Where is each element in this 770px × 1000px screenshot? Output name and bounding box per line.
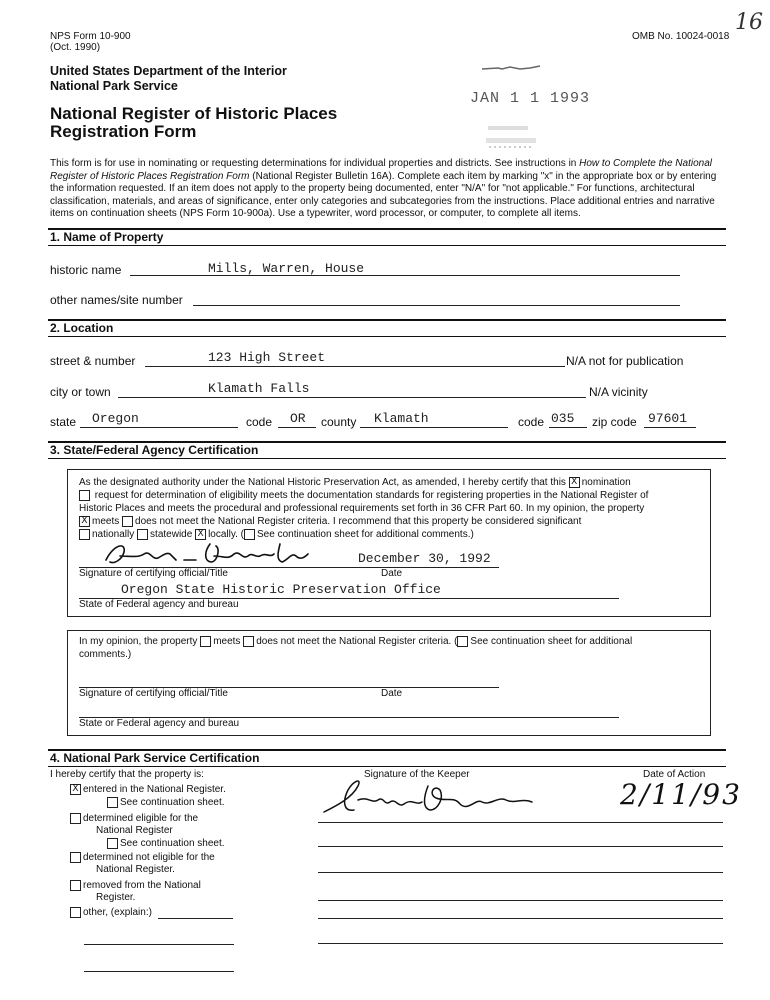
det-eligible-option: determined eligible for the xyxy=(70,813,198,825)
opinion-agency-label: State or Federal agency and bureau xyxy=(79,718,240,729)
other-explain-line[interactable] xyxy=(84,944,234,945)
section-rule xyxy=(48,766,726,767)
entered-continuation: See continuation sheet. xyxy=(107,797,225,809)
cert-line-2: request for determination of eligibility meets the documentation standards for registering properties in the National Register of xyxy=(79,490,648,502)
na-marker[interactable]: N/A xyxy=(589,385,609,399)
historic-name-value[interactable]: Mills, Warren, House xyxy=(208,261,365,276)
keeper-line xyxy=(318,918,723,919)
removed-option: removed from the National xyxy=(70,880,201,892)
keeper-signature xyxy=(318,776,543,822)
removed-line2: Register. xyxy=(96,892,136,903)
other-explain-line[interactable] xyxy=(84,971,234,972)
stamp-smudge xyxy=(486,125,542,153)
received-stamp-mark xyxy=(480,58,542,66)
other-option: other, (explain:) xyxy=(70,907,152,919)
not-for-publication: N/A not for publication xyxy=(566,354,684,368)
department: United States Department of the Interior xyxy=(50,64,287,78)
zip-line xyxy=(644,427,696,428)
county-code-value[interactable]: 035 xyxy=(551,411,575,426)
opinion-continuation-checkbox[interactable] xyxy=(457,636,468,647)
det-not-eligible-checkbox[interactable] xyxy=(70,852,81,863)
opinion-line-2: comments.) xyxy=(79,649,132,660)
opinion-meets-checkbox[interactable] xyxy=(200,636,211,647)
signature-label: Signature of certifying official/Title xyxy=(79,568,228,579)
code-label: code xyxy=(246,415,273,429)
det-eligible-continuation-checkbox[interactable] xyxy=(107,838,118,849)
nomination-checkbox[interactable]: X xyxy=(569,477,580,488)
opinion-not-meet-checkbox[interactable] xyxy=(243,636,254,647)
section-1-title: 1. Name of Property xyxy=(50,230,164,244)
keeper-line xyxy=(318,900,723,901)
opinion-line-1: In my opinion, the property meets does not meet the National Register criteria. ( See continuation sheet for additional xyxy=(79,636,633,648)
county-value[interactable]: Klamath xyxy=(374,411,429,426)
street-value[interactable]: 123 High Street xyxy=(208,350,326,365)
meets-checkbox[interactable]: X xyxy=(79,516,90,527)
action-date[interactable]: 2/11/93 xyxy=(620,778,742,811)
det-not-eligible-option: determined not eligible for the xyxy=(70,852,215,864)
opinion-date-label: Date xyxy=(381,688,403,699)
street-line xyxy=(145,366,565,367)
keeper-line xyxy=(318,872,723,873)
section-3-title: 3. State/Federal Agency Certification xyxy=(50,443,259,457)
state-line xyxy=(80,427,238,428)
city-line xyxy=(118,397,586,398)
cert-line-3: Historic Places and meets the procedural and professional requirements set forth in 36 CFR Part 60. In my opinion, the property xyxy=(79,503,645,514)
agency: National Park Service xyxy=(50,79,178,93)
zip-label: zip code xyxy=(592,415,637,429)
entered-option: X entered in the National Register. xyxy=(70,784,226,796)
date-of-action-label: Date of Action xyxy=(643,769,706,780)
removed-checkbox[interactable] xyxy=(70,880,81,891)
cert-line-4: X meets does not meet the National Register criteria. I recommend that this property be considered significant xyxy=(79,516,581,528)
agency-value[interactable]: Oregon State Historic Preservation Office xyxy=(121,582,441,597)
section-2-title: 2. Location xyxy=(50,321,114,335)
locally-checkbox[interactable]: X xyxy=(195,529,206,540)
received-stamp-date: JAN 1 1 1993 xyxy=(470,90,591,107)
instructions-paragraph: This form is for use in nominating or requesting determinations for individual properties and districts. See instructions in How to Complete the National Register of Historic Places Registration Form (National Register Bulletin 16A). Complete each item by marking "x" in the appropriate box or by entering the information requested. If an item does not apply to the property being documented, enter "N/A" for "not applicable." For functions, architectural classification, materials, and areas of significance, enter only categories and subcategories from the instructions. Place additional entries and narrative items on continuation sheets (NPS Form 10-900a). Use a typewriter, word processor, or computer, to complete all items. xyxy=(50,158,717,220)
nationally-checkbox[interactable] xyxy=(79,529,90,540)
other-explain-line[interactable] xyxy=(158,918,233,919)
entered-checkbox[interactable]: X xyxy=(70,784,81,795)
county-line xyxy=(360,427,508,428)
other-checkbox[interactable] xyxy=(70,907,81,918)
zip-value[interactable]: 97601 xyxy=(648,411,688,426)
form-date: (Oct. 1990) xyxy=(50,42,101,53)
keeper-line xyxy=(318,846,723,847)
section-rule xyxy=(48,245,726,246)
city-value[interactable]: Klamath Falls xyxy=(208,381,310,396)
form-subtitle: Registration Form xyxy=(50,122,197,141)
omb-number: OMB No. 10024-0018 xyxy=(632,31,730,42)
county-code-label: code xyxy=(518,415,545,429)
keeper-intro: I hereby certify that the property is: xyxy=(50,769,204,780)
date-label: Date xyxy=(381,568,403,579)
opinion-signature-label: Signature of certifying official/Title xyxy=(79,688,228,699)
page-mark: 16 xyxy=(735,10,763,35)
request-checkbox[interactable] xyxy=(79,490,90,501)
keeper-signature-label: Signature of the Keeper xyxy=(364,769,470,780)
form-title: National Register of Historic Places xyxy=(50,104,338,123)
cert-line-5: nationally statewide X locally. ( See continuation sheet for additional comments.) xyxy=(79,529,474,541)
section-rule xyxy=(48,336,726,337)
entered-continuation-checkbox[interactable] xyxy=(107,797,118,808)
det-eligible-continuation: See continuation sheet. xyxy=(107,838,225,850)
other-names-line xyxy=(193,305,680,306)
section-4-title: 4. National Park Service Certification xyxy=(50,751,260,765)
other-names-label: other names/site number xyxy=(50,293,183,307)
det-eligible-line2: National Register xyxy=(96,825,173,836)
code-line xyxy=(278,427,316,428)
form-number: NPS Form 10-900 xyxy=(50,31,131,42)
state-label: state xyxy=(50,415,77,429)
code-value[interactable]: OR xyxy=(290,411,306,426)
na-marker[interactable]: N/A xyxy=(566,354,586,368)
det-not-eligible-line2: National Register. xyxy=(96,864,175,875)
state-value[interactable]: Oregon xyxy=(92,411,139,426)
county-code-line xyxy=(549,427,587,428)
agency-label: State of Federal agency and bureau xyxy=(79,599,239,610)
cert-signature-date[interactable]: December 30, 1992 xyxy=(358,551,491,566)
county-label: county xyxy=(321,415,357,429)
vicinity: N/A vicinity xyxy=(589,385,648,399)
city-label: city or town xyxy=(50,385,111,399)
section-rule xyxy=(48,458,726,459)
keeper-line xyxy=(318,822,723,823)
historic-name-label: historic name xyxy=(50,263,122,277)
keeper-line xyxy=(318,943,723,944)
det-eligible-checkbox[interactable] xyxy=(70,813,81,824)
section-rule xyxy=(48,319,726,321)
cert-line-1: As the designated authority under the National Historic Preservation Act, as amended, I hereby certify that this X nomination xyxy=(79,477,631,489)
does-not-meet-checkbox[interactable] xyxy=(122,516,133,527)
street-label: street & number xyxy=(50,354,136,368)
certifying-signature xyxy=(100,538,330,570)
